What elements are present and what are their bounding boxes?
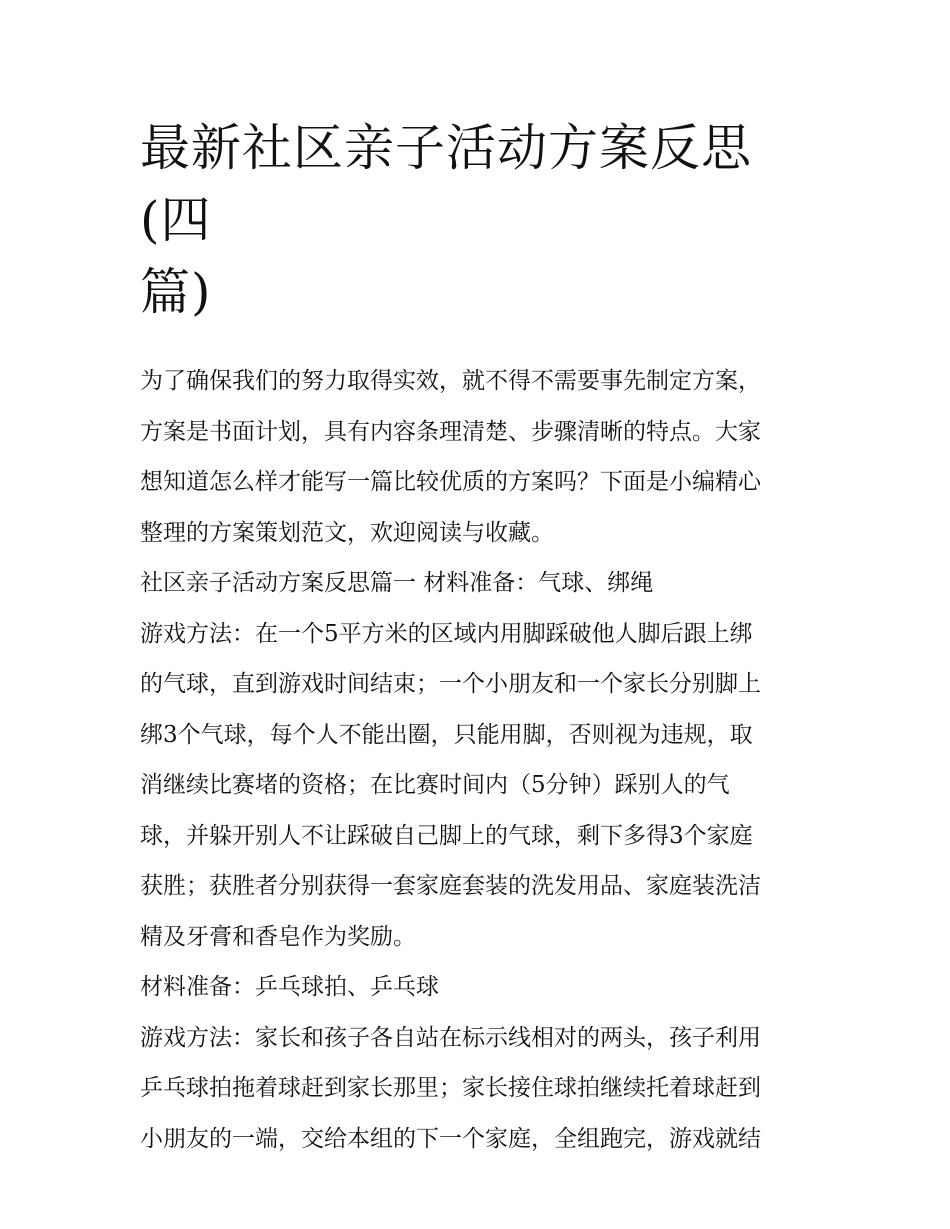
body-line: 方案是书面计划，具有内容条理清楚、步骤清晰的特点。大家 — [140, 418, 761, 445]
body-line: 绑3个气球，每个人不能出圈，只能用脚，否则视为违规，取 — [140, 721, 753, 748]
body-line: 的气球，直到游戏时间结束；一个小朋友和一个家长分别脚上 — [140, 671, 761, 697]
body-line: 小朋友的一端，交给本组的下一个家庭，全组跑完，游戏就结 — [140, 1125, 761, 1152]
title-line-2: 篇) — [140, 263, 212, 321]
body-line: 精及牙膏和香皂作为奖励。 — [140, 923, 416, 950]
body-line: 为了确保我们的努力取得实效，就不得不需要事先制定方案， — [140, 368, 761, 394]
body-line: 获胜；获胜者分别获得一套家庭套装的洗发用品、家庭装洗洁 — [140, 873, 761, 899]
document-page — [140, 0, 820, 1164]
body-line: 整理的方案策划范文，欢迎阅读与收藏。 — [140, 519, 554, 546]
body-line: 球，并躲开别人不让踩破自己脚上的气球，剩下多得3个家庭 — [140, 822, 753, 849]
title-line-1: 最新社区亲子活动方案反思(四 — [140, 119, 752, 249]
body-line: 材料准备：乒乓球拍、乒乓球 — [140, 974, 439, 1000]
document-body — [140, 356, 820, 1164]
document-title — [140, 0, 820, 328]
body-line: 游戏方法：家长和孩子各自站在标示线相对的两头，孩子利用 — [140, 1024, 761, 1051]
section-heading-line: 社区亲子活动方案反思篇一 材料准备：气球、绑绳 — [140, 570, 654, 596]
body-line: 乒乓球拍拖着球赶到家长那里；家长接住球拍继续托着球赶到 — [140, 1075, 761, 1101]
body-line: 消继续比赛堵的资格；在比赛时间内（5分钟）踩别人的气 — [140, 772, 730, 798]
body-line: 游戏方法：在一个5平方米的区域内用脚踩破他人脚后跟上绑 — [140, 620, 753, 647]
body-line: 想知道怎么样才能写一篇比较优质的方案吗？下面是小编精心 — [140, 469, 761, 495]
